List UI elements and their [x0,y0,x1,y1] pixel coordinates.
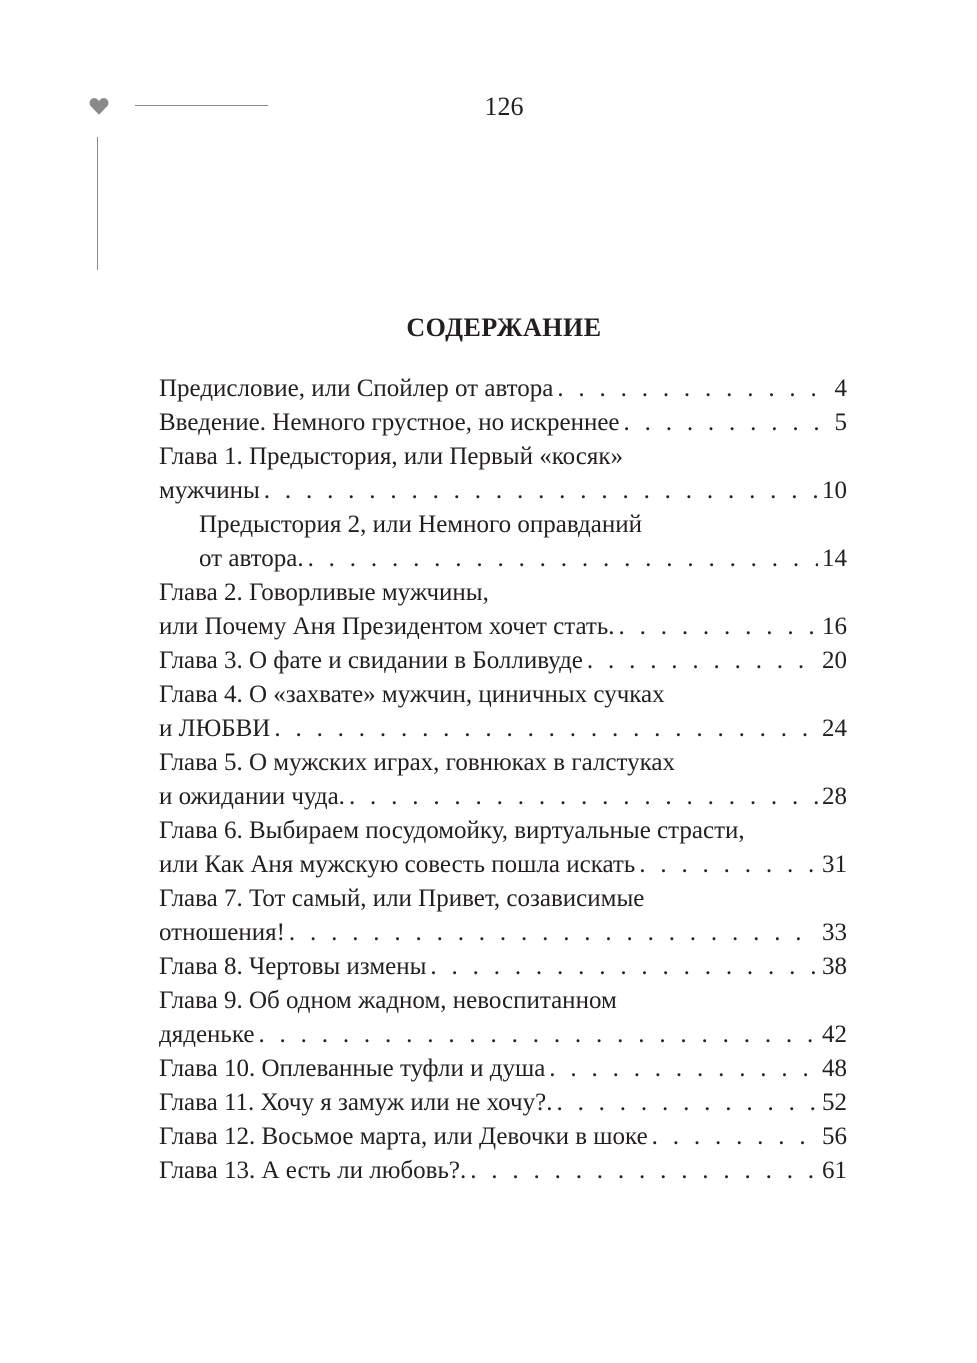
toc-entry[interactable] [159,576,847,644]
dot-leader [264,474,818,508]
dot-leader [652,1120,818,1154]
toc-entry-text: Глава 1. Предыстория, или Первый «косяк» [159,443,623,470]
table-of-contents [159,372,847,1188]
toc-entry-text: Глава 13. А есть ли любовь?. [159,1157,467,1184]
toc-entry-text: и ожидании чуда. [159,783,345,810]
toc-page-number: 31 [822,851,847,878]
toc-entry[interactable] [159,1086,847,1120]
toc-page-number: 52 [822,1089,847,1116]
dot-leader [470,1154,818,1188]
toc-entry-text: Глава 5. О мужских играх, говнюках в галстуках [159,749,675,776]
toc-page-number: 5 [834,409,847,436]
toc-entry-text: Глава 12. Восьмое марта, или Девочки в шоке [159,1123,648,1150]
toc-entry-text: Глава 9. Об одном жадном, невоспитанном [159,987,617,1014]
toc-entry[interactable] [159,372,847,406]
toc-page-number: 42 [822,1021,847,1048]
toc-entry[interactable] [159,882,847,950]
toc-entry[interactable] [159,1052,847,1086]
toc-entry[interactable] [159,984,847,1052]
toc-page-number: 14 [822,545,847,572]
toc-entry[interactable] [159,508,847,576]
toc-entry[interactable] [159,440,847,508]
toc-entry-text: отношения! [159,919,285,946]
toc-entry-text: Глава 7. Тот самый, или Привет, созависимые [159,885,645,912]
toc-entry-text: Введение. Немного грустное, но искреннее [159,409,620,436]
toc-page-number: 28 [822,783,847,810]
toc-entry[interactable] [159,950,847,984]
dot-leader [258,1018,818,1052]
page-number: 126 [484,92,524,121]
dot-leader [308,542,818,576]
dot-leader [430,950,818,984]
toc-title: СОДЕРЖАНИЕ [406,313,602,342]
toc-entry-text: Глава 4. О «захвате» мужчин, циничных сучках [159,681,665,708]
dot-leader [549,1052,818,1086]
toc-entry-text: мужчины [159,477,260,504]
toc-entry-text: Предисловие, или Спойлер от автора [159,375,554,402]
toc-page-number: 61 [822,1157,847,1184]
dot-leader [556,1086,818,1120]
toc-page-number: 48 [822,1055,847,1082]
toc-page-number: 10 [822,477,847,504]
toc-entry-text: и ЛЮБВИ [159,715,271,742]
toc-page-number: 24 [822,715,847,742]
toc-page-number: 38 [822,953,847,980]
toc-entry[interactable] [159,746,847,814]
toc-page-number: 16 [822,613,847,640]
toc-page-number: 20 [822,647,847,674]
toc-entry[interactable] [159,678,847,746]
side-rule [97,137,98,270]
toc-page-number: 33 [822,919,847,946]
toc-page-number: 4 [834,375,847,402]
dot-leader [619,610,818,644]
dot-leader [289,916,818,950]
toc-entry-text: Глава 3. О фате и свидании в Болливуде [159,647,583,674]
dot-leader [639,848,818,882]
toc-entry[interactable] [159,1154,847,1188]
toc-entry[interactable] [159,644,847,678]
toc-entry-text: дяденьке [159,1021,255,1048]
toc-entry-text: Глава 6. Выбираем посудомойку, виртуальные страсти, [159,817,745,844]
toc-entry-text: или Почему Аня Президентом хочет стать. [159,613,615,640]
toc-entry[interactable] [159,814,847,882]
dot-leader [557,372,830,406]
toc-entry-text: Предыстория 2, или Немного оправданий [199,511,642,538]
dot-leader [587,644,818,678]
dot-leader [624,406,831,440]
toc-page-number: 56 [822,1123,847,1150]
toc-entry[interactable] [159,406,847,440]
toc-entry-text: от автора. [199,545,304,572]
toc-entry-text: или Как Аня мужскую совесть пошла искать [159,851,636,878]
dot-leader [349,780,818,814]
toc-entry[interactable] [159,1120,847,1154]
toc-entry-text: Глава 2. Говорливые мужчины, [159,579,489,606]
toc-entry-text: Глава 8. Чертовы измены [159,953,427,980]
toc-entry-text: Глава 11. Хочу я замуж или не хочу?. [159,1089,553,1116]
toc-entry-text: Глава 10. Оплеванные туфли и душа [159,1055,546,1082]
dot-leader [274,712,818,746]
